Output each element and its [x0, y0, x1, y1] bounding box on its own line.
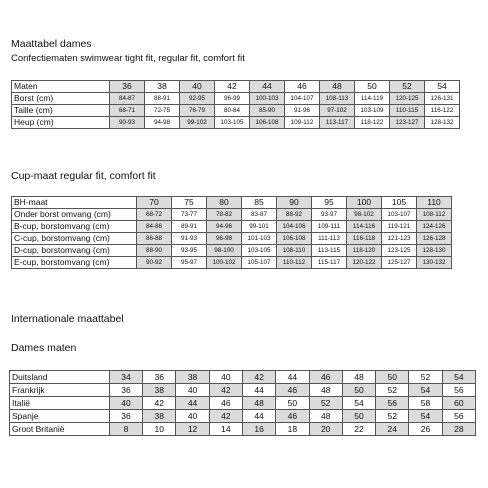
table-cell: 24 — [376, 423, 409, 436]
table-cell: 72-75 — [145, 105, 180, 117]
row-label: Borst (cm) — [12, 93, 110, 105]
table-cell: 60 — [442, 397, 475, 410]
column-header: 85 — [242, 197, 277, 209]
table-cell: 130-132 — [417, 257, 452, 269]
table-cell: 68-72 — [137, 209, 172, 221]
table-cell: 36 — [109, 410, 142, 423]
table-cell: 48 — [309, 384, 342, 397]
table-cell: 73-77 — [172, 209, 207, 221]
table-cell: 56 — [376, 397, 409, 410]
table-cell: 48 — [309, 410, 342, 423]
table-cell: 38 — [176, 371, 209, 384]
table-cell: 93-97 — [312, 209, 347, 221]
column-header: 100 — [347, 197, 382, 209]
table-row — [12, 257, 452, 269]
table-cell: 88-92 — [277, 209, 312, 221]
table-cell: 52 — [376, 384, 409, 397]
table-row — [12, 105, 460, 117]
row-label: Frankrijk — [10, 384, 110, 397]
row-label: Onder borst omvang (cm) — [12, 209, 137, 221]
table-cell: 54 — [442, 371, 475, 384]
table-cell: 90-92 — [137, 257, 172, 269]
table-cell: 125-127 — [382, 257, 417, 269]
table-cell: 104-106 — [277, 221, 312, 233]
cup-size-title: Cup-maat regular fit, comfort fit — [11, 170, 156, 182]
table-cell: 93-95 — [172, 245, 207, 257]
table-cell: 126-128 — [417, 233, 452, 245]
table-cell: 114-119 — [355, 93, 390, 105]
international-size-table — [9, 370, 476, 436]
table-cell: 46 — [276, 410, 309, 423]
table-cell: 111-113 — [312, 233, 347, 245]
table-cell: 94-98 — [145, 117, 180, 129]
table-cell: 54 — [409, 384, 442, 397]
table-cell: 108-113 — [320, 93, 355, 105]
table-cell: 80-84 — [215, 105, 250, 117]
table-cell: 109-111 — [312, 221, 347, 233]
table-cell: 50 — [342, 410, 375, 423]
size-table-subtitle: Confectiematen swimwear tight fit, regular fit, comfort fit — [11, 53, 245, 64]
table-cell: 113-115 — [312, 245, 347, 257]
column-header: 52 — [390, 81, 425, 93]
table-cell: 68-71 — [110, 105, 145, 117]
table-cell: 118-122 — [355, 117, 390, 129]
table-cell: 36 — [143, 371, 176, 384]
column-header: 54 — [425, 81, 460, 93]
table-cell: 103-105 — [215, 117, 250, 129]
column-header: 36 — [110, 81, 145, 93]
table-cell: 52 — [409, 371, 442, 384]
table-cell: 16 — [242, 423, 275, 436]
table-cell: 84-86 — [137, 221, 172, 233]
table-cell: 100-102 — [207, 257, 242, 269]
table-cell: 44 — [242, 410, 275, 423]
table-cell: 88-90 — [137, 245, 172, 257]
column-header: 75 — [172, 197, 207, 209]
table-cell: 56 — [442, 410, 475, 423]
table-cell: 40 — [176, 410, 209, 423]
table-cell: 28 — [442, 423, 475, 436]
table-cell: 90-93 — [110, 117, 145, 129]
table-cell: 120-122 — [347, 257, 382, 269]
column-header: 40 — [180, 81, 215, 93]
column-header: 110 — [417, 197, 452, 209]
table-row — [12, 233, 452, 245]
table-cell: 34 — [109, 371, 142, 384]
table-cell: 46 — [209, 397, 242, 410]
table-row — [10, 410, 476, 423]
table-cell: 126-131 — [425, 93, 460, 105]
table-cell: 99-101 — [242, 221, 277, 233]
table-cell: 14 — [209, 423, 242, 436]
table-cell: 18 — [276, 423, 309, 436]
column-header: 46 — [285, 81, 320, 93]
table-cell: 76-79 — [180, 105, 215, 117]
table-cell: 8 — [109, 423, 142, 436]
table-row — [10, 384, 476, 397]
size-table-header-row — [12, 81, 460, 93]
table-cell: 88-91 — [145, 93, 180, 105]
row-label: Taille (cm) — [12, 105, 110, 117]
table-cell: 95-97 — [172, 257, 207, 269]
table-cell: 101-103 — [242, 233, 277, 245]
table-cell: 84-87 — [110, 93, 145, 105]
table-cell: 36 — [109, 384, 142, 397]
column-header: BH-maat — [12, 197, 137, 209]
table-cell: 94-96 — [207, 221, 242, 233]
table-cell: 109-112 — [285, 117, 320, 129]
size-table-title: Maattabel dames — [11, 38, 92, 50]
table-cell: 99-102 — [180, 117, 215, 129]
column-header: 48 — [320, 81, 355, 93]
table-cell: 114-116 — [347, 221, 382, 233]
size-table — [11, 80, 460, 129]
table-cell: 106-108 — [277, 233, 312, 245]
table-cell: 58 — [409, 397, 442, 410]
table-cell: 110-112 — [277, 257, 312, 269]
table-cell: 10 — [143, 423, 176, 436]
table-cell: 103-105 — [242, 245, 277, 257]
table-row — [10, 397, 476, 410]
table-cell: 108-110 — [277, 245, 312, 257]
table-cell: 104-107 — [285, 93, 320, 105]
row-label: D-cup, borstomvang (cm) — [12, 245, 137, 257]
table-cell: 98-100 — [207, 245, 242, 257]
table-cell: 116-118 — [347, 233, 382, 245]
table-cell: 54 — [409, 410, 442, 423]
table-row — [10, 423, 476, 436]
table-cell: 98-102 — [347, 209, 382, 221]
table-row — [12, 93, 460, 105]
table-cell: 128-132 — [425, 117, 460, 129]
table-row — [12, 209, 452, 221]
table-cell: 110-115 — [390, 105, 425, 117]
table-cell: 22 — [342, 423, 375, 436]
row-label: Heup (cm) — [12, 117, 110, 129]
table-cell: 123-125 — [382, 245, 417, 257]
table-cell: 78-82 — [207, 209, 242, 221]
row-label: C-cup, borstomvang (cm) — [12, 233, 137, 245]
row-label: Duitsland — [10, 371, 110, 384]
table-cell: 121-123 — [382, 233, 417, 245]
table-cell: 118-120 — [347, 245, 382, 257]
cup-size-table-header-row — [12, 197, 452, 209]
table-row — [12, 117, 460, 129]
column-header: 42 — [215, 81, 250, 93]
table-row — [12, 245, 452, 257]
row-label: E-cup, borstomvang (cm) — [12, 257, 137, 269]
table-cell: 42 — [209, 384, 242, 397]
table-row — [10, 371, 476, 384]
column-header: 105 — [382, 197, 417, 209]
table-cell: 40 — [109, 397, 142, 410]
women-sizes-subtitle: Dames maten — [11, 342, 77, 354]
table-cell: 92-95 — [180, 93, 215, 105]
table-cell: 96-98 — [207, 233, 242, 245]
table-cell: 20 — [309, 423, 342, 436]
table-cell: 50 — [376, 371, 409, 384]
table-cell: 116-122 — [425, 105, 460, 117]
table-cell: 86-88 — [137, 233, 172, 245]
table-cell: 40 — [209, 371, 242, 384]
table-cell: 46 — [276, 384, 309, 397]
table-cell: 50 — [276, 397, 309, 410]
column-header: 95 — [312, 197, 347, 209]
table-cell: 44 — [242, 384, 275, 397]
column-header: 70 — [137, 197, 172, 209]
table-row — [12, 221, 452, 233]
table-cell: 12 — [176, 423, 209, 436]
row-label: Italië — [10, 397, 110, 410]
table-cell: 52 — [309, 397, 342, 410]
table-cell: 124-126 — [417, 221, 452, 233]
table-cell: 91-96 — [285, 105, 320, 117]
table-cell: 123-127 — [390, 117, 425, 129]
row-label: Groot Britanië — [10, 423, 110, 436]
table-cell: 119-121 — [382, 221, 417, 233]
table-cell: 48 — [242, 397, 275, 410]
table-cell: 120-125 — [390, 93, 425, 105]
table-cell: 113-117 — [320, 117, 355, 129]
table-cell: 54 — [342, 397, 375, 410]
column-header: 44 — [250, 81, 285, 93]
table-cell: 42 — [242, 371, 275, 384]
table-cell: 105-107 — [242, 257, 277, 269]
table-cell: 108-112 — [417, 209, 452, 221]
cup-size-table — [11, 196, 452, 269]
row-label: B-cup, borstomvang (cm) — [12, 221, 137, 233]
table-cell: 50 — [342, 384, 375, 397]
table-cell: 91-93 — [172, 233, 207, 245]
table-cell: 38 — [143, 384, 176, 397]
column-header: 50 — [355, 81, 390, 93]
table-cell: 48 — [342, 371, 375, 384]
column-header: 80 — [207, 197, 242, 209]
table-cell: 38 — [143, 410, 176, 423]
table-cell: 103-109 — [355, 105, 390, 117]
table-cell: 85-90 — [250, 105, 285, 117]
table-cell: 44 — [176, 397, 209, 410]
table-cell: 44 — [276, 371, 309, 384]
table-cell: 52 — [376, 410, 409, 423]
table-cell: 40 — [176, 384, 209, 397]
column-header: Maten — [12, 81, 110, 93]
column-header: 90 — [277, 197, 312, 209]
table-cell: 103-107 — [382, 209, 417, 221]
table-cell: 106-108 — [250, 117, 285, 129]
table-cell: 42 — [209, 410, 242, 423]
table-cell: 56 — [442, 384, 475, 397]
table-cell: 83-87 — [242, 209, 277, 221]
row-label: Spanje — [10, 410, 110, 423]
table-cell: 96-99 — [215, 93, 250, 105]
table-cell: 89-91 — [172, 221, 207, 233]
table-cell: 97-102 — [320, 105, 355, 117]
table-cell: 128-130 — [417, 245, 452, 257]
table-cell: 42 — [143, 397, 176, 410]
table-cell: 26 — [409, 423, 442, 436]
international-size-title: Internationale maattabel — [11, 313, 124, 325]
table-cell: 115-117 — [312, 257, 347, 269]
column-header: 38 — [145, 81, 180, 93]
table-cell: 46 — [309, 371, 342, 384]
table-cell: 100-103 — [250, 93, 285, 105]
